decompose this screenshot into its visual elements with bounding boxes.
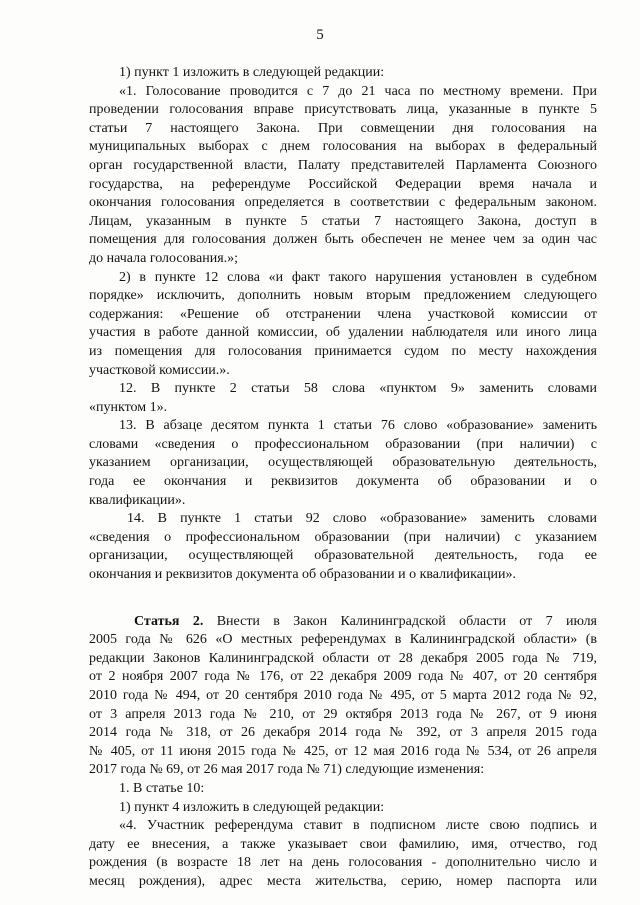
paragraph-t3: [89, 817, 597, 891]
section-spacer: [89, 585, 597, 613]
text-line: словами «сведения о профессиональном образовании (при наличии) с: [89, 436, 597, 452]
text-line: 1) пункт 1 изложить в следующей редакции:: [119, 65, 385, 80]
article-2: [89, 613, 597, 780]
text-line: орган государственной власти, Палату представителей Парламента Союзного: [89, 157, 597, 173]
text-line: 2014 года № 318, от 26 декабря 2014 года № 392, от 3 апреля 2015 года: [89, 725, 597, 741]
paragraph-p5: [89, 417, 597, 510]
text-line: 1. В статье 10:: [119, 780, 205, 796]
paragraph-p1: [89, 64, 597, 83]
text-line: участковой комиссии.».: [89, 362, 230, 378]
text-line: 12. В пункте 2 статьи 58 слова «пунктом 9» заменить словами: [119, 381, 597, 397]
text-line: 1) пункт 4 изложить в следующей редакции:: [119, 799, 385, 815]
page-number: 5: [316, 27, 324, 43]
text-line: окончания и реквизитов документа об образовании и о квалификации».: [89, 567, 516, 583]
text-line: «пунктом 1».: [89, 399, 168, 415]
text-line: из помещения для голосования принимается судом по месту нахождения: [89, 343, 597, 359]
text-line: 2017 года № 69, от 26 мая 2017 года № 71) следующие изменения:: [89, 762, 485, 778]
text-line: месяц рождения), адрес места жительства, серию, номер паспорта или: [89, 873, 597, 889]
text-line: № 405, от 11 июня 2015 года № 425, от 12 мая 2016 года № 534, от 26 апреля: [89, 743, 597, 759]
text-line: от 2 ноября 2007 года № 176, от 22 декабря 2009 года № 407, от 20 сентября: [89, 669, 597, 685]
text-line: государства, на референдуме Российской Федерации время начала и: [89, 176, 597, 192]
paragraph-t1: [89, 780, 597, 799]
article-text: Внести в Закон Калининградской области от 7 июля: [203, 613, 597, 629]
article-heading: Статья 2.: [134, 613, 204, 629]
paragraph-p2: [89, 83, 597, 269]
text-line: порядке» исключить, дополнить новым вторым предложением следующего: [89, 288, 597, 304]
text-line: указанием организации, осуществляющей образовательную деятельность,: [89, 455, 597, 471]
text-line: участия в работе данной комиссии, об удалении наблюдателя или иного лица: [89, 325, 597, 341]
text-line: 2) в пункте 12 слова «и факт такого нарушения установлен в судебном: [119, 269, 597, 285]
text-line: организации, осуществляющей образовательной деятельность, года ее: [89, 548, 597, 564]
text-line: проведении голосования вправе присутствовать лица, указанные в пункте 5: [89, 102, 597, 118]
text-line: 13. В абзаце десятом пункта 1 статьи 76 слово «образование» заменить: [119, 418, 597, 434]
paragraph-p4: [89, 380, 597, 417]
text-line: Лицам, указанным в пункте 5 статьи 7 настоящего Закона, доступ в: [89, 213, 597, 229]
text-line: года ее окончания и реквизитов документа об образовании и о: [89, 474, 597, 490]
text-line: 14. В пункте 1 статьи 92 слово «образование» заменить словами: [127, 511, 597, 527]
text-line: «4. Участник референдума ставит в подписном листе свою подпись и: [119, 818, 597, 834]
text-line: содержания: «Решение об отстранении члена участковой комиссии от: [89, 306, 597, 322]
text-line: 2010 года № 494, от 20 сентября 2010 года № 495, от 5 марта 2012 года № 92,: [89, 688, 597, 703]
document-body: [89, 64, 597, 892]
text-line: 2005 года № 626 «О местных референдумах в Калининградской области» (в: [89, 632, 597, 648]
text-line: «1. Голосование проводится с 7 до 21 часа по местному времени. При: [119, 83, 597, 99]
text-line: до начала голосования.»;: [89, 250, 239, 266]
text-line: квалификации».: [89, 492, 186, 508]
text-line: дату ее внесения, а также указывает свои фамилию, имя, отчество, год: [89, 836, 597, 852]
paragraph-p3: [89, 269, 597, 381]
text-line: муниципальных выборах с днем голосования на выборах в федеральный: [89, 139, 597, 155]
text-line: [89, 613, 597, 632]
paragraph-t2: [89, 799, 597, 818]
text-line: статьи 7 настоящего Закона. При совмещении дня голосования на: [89, 120, 597, 136]
text-line: рождения (в возрасте 18 лет на день голосования - дополнительно число и: [89, 855, 597, 871]
text-line: «сведения о профессиональном образовании (при наличии) с указанием: [89, 529, 597, 545]
text-line: окончания голосования определяется в соответствии с федеральным законом.: [89, 195, 597, 211]
text-line: помещения для голосования должен быть обеспечен не менее чем за один час: [89, 232, 597, 248]
text-line: редакции Законов Калининградской области от 28 декабря 2005 года № 719,: [89, 650, 597, 666]
paragraph-p6: [89, 510, 597, 584]
text-line: от 3 апреля 2013 года № 210, от 29 октября 2013 года № 267, от 9 июня: [89, 706, 597, 722]
